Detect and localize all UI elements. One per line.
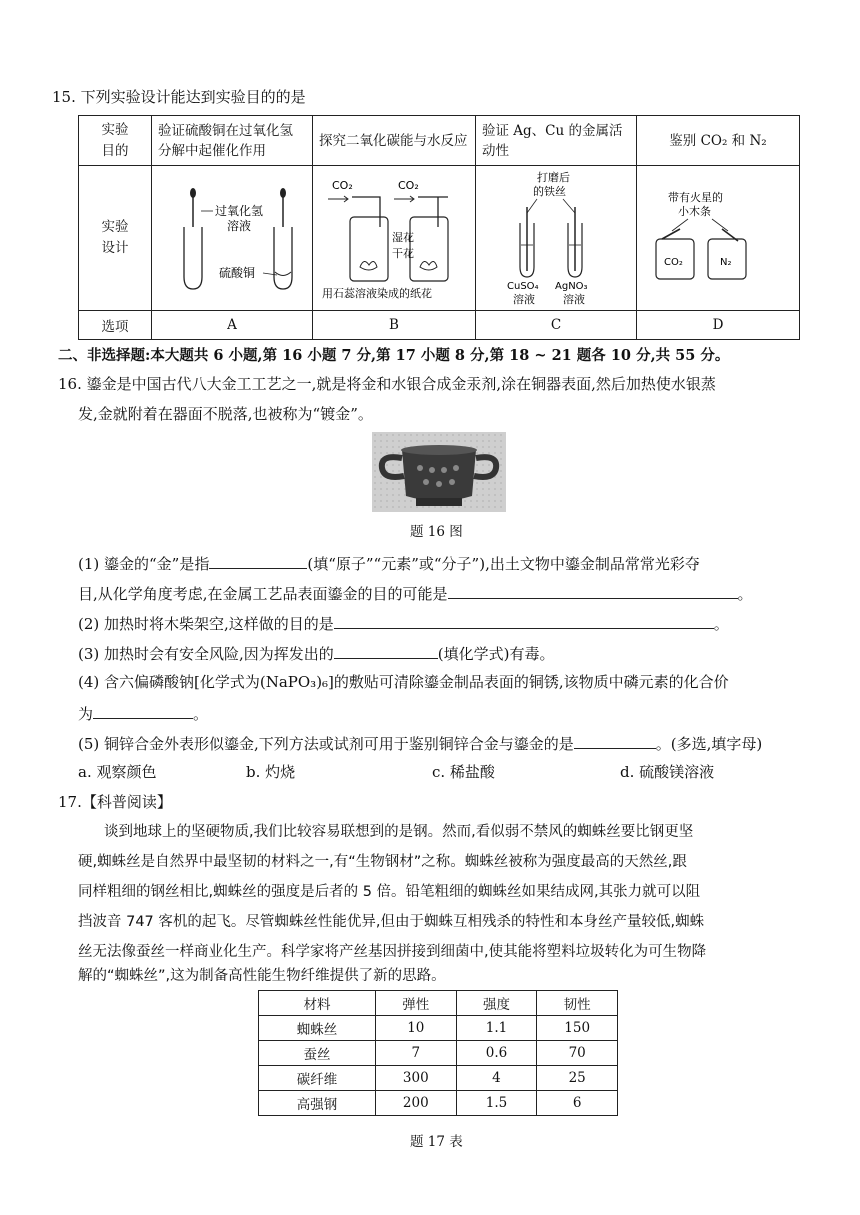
q16-p2-answer-blank[interactable] [334,612,714,629]
label-iron-wire: 的铁丝 [533,185,566,198]
table-cell: 10 [375,1016,456,1041]
q16-p3-prompt: (3) 加热时会有安全风险,因为挥发出的 [78,645,334,663]
table-header-elasticity: 弹性 [375,991,456,1016]
option-b: B [313,311,476,340]
q16-part-1-line-1 [78,552,700,574]
q16-p1-purpose-prompt: 目,从化学角度考虑,在金属工艺品表面鎏金的目的可能是 [78,585,448,603]
q16-p5-prompt: (5) 铜锌合金外表形似鎏金,下列方法或试剂可用于鉴别铜锌合金与鎏金的是 [78,735,574,753]
q16-p4-prompt: 为 [78,705,94,723]
design-a-svg [153,167,303,305]
label-co2-right: CO₂ [398,179,419,192]
q16-p5-hint: 。(多选,填字母) [655,735,763,753]
q16-p1-period: 。 [737,585,753,603]
q17-passage-line-2: 硬,蜘蛛丝是自然界中最坚韧的材料之一,有“生物钢材”之称。蜘蛛丝被称为强度最高的天然丝,跟 [78,854,687,870]
label-co2-left: CO₂ [332,179,353,192]
q17-heading: 17.【科普阅读】 [58,793,172,811]
table-cell: 7 [375,1041,456,1066]
label-solution: 溶液 [227,219,252,233]
table-row [259,1066,618,1091]
table-cell: 6 [537,1091,618,1116]
q16-part-5 [78,732,762,754]
label-wood-splint: 小木条 [678,205,711,218]
table-row [259,1041,618,1066]
table-row [259,1091,618,1116]
table-cell: 碳纤维 [259,1066,376,1091]
row-header-option: 选项 [79,311,152,340]
q16-part-2 [78,612,729,634]
table-header-toughness: 韧性 [537,991,618,1016]
q16-choice-d: d. 硫酸镁溶液 [620,763,715,781]
q17-table-caption: 题 17 表 [410,1134,463,1150]
q17-passage-line-4: 挡波音 747 客机的起飞。尽管蜘蛛丝性能优异,但由于蜘蛛互相残杀的特性和本身丝产量较低,蜘蛛 [78,914,705,930]
q17-passage-line-6: 解的“蜘蛛丝”,这为制备高性能生物纤维提供了新的思路。 [78,968,446,984]
q16-part-3 [78,642,555,664]
q16-intro-line-1: 16. 鎏金是中国古代八大金工工艺之一,就是将金和水银合成金汞剂,涂在铜器表面,然后加热使水银蒸 [58,375,716,393]
design-c-svg [477,167,625,305]
option-c: C [476,311,637,340]
section-2-header: 二、非选择题:本大题共 6 小题,第 16 小题 7 分,第 17 小题 8 分,第 18 ~ 21 题各 10 分,共 55 分。 [58,347,730,364]
label-bottle-n2: N₂ [720,257,732,268]
table-cell: 0.6 [456,1041,537,1066]
q16-p1-hint: (填“原子”“元素”或“分子”),出土文物中鎏金制品常常光彩夺 [307,555,700,573]
q16-choice-c: c. 稀盐酸 [432,763,495,781]
purpose-d: 鉴别 CO₂ 和 N₂ [637,116,800,166]
table-cell: 蜘蛛丝 [259,1016,376,1041]
purpose-b: 探究二氧化碳能与水反应 [313,116,476,166]
option-a: A [152,311,313,340]
experiment-table [78,115,800,340]
row-header-design: 实验 设计 [79,166,152,311]
label-h2o2: 过氧化氢 [215,204,264,218]
design-c-diagram [476,166,637,311]
q16-choice-b: b. 灼烧 [246,763,296,781]
design-a-diagram [152,166,313,311]
question-15-title: 15. 下列实验设计能达到实验目的的是 [52,88,306,106]
q16-p2-prompt: (2) 加热时将木柴架空,这样做的目的是 [78,615,334,633]
q16-figure-gilt-vessel [372,432,506,512]
q16-part-1-line-2 [78,582,753,604]
q16-p5-answer-blank[interactable] [574,732,656,749]
q17-material-table [258,990,618,1116]
q16-p1-answer-blank[interactable] [209,552,307,569]
q16-p3-answer-blank[interactable] [334,642,438,659]
q17-passage-line-5: 丝无法像蚕丝一样商业化生产。科学家将产丝基因拼接到细菌中,使其能将塑料垃圾转化为可生物降 [78,944,707,960]
q16-p4-answer-blank[interactable] [93,702,193,719]
row-header-purpose: 实验 目的 [79,116,152,166]
q16-choice-a: a. 观察颜色 [78,763,157,781]
table-header-row [259,991,618,1016]
table-cell: 200 [375,1091,456,1116]
label-litmus-paper-flower: 用石蕊溶液染成的纸花 [322,287,432,300]
label-agno3: AgNO₃ [555,281,588,292]
gilt-vessel-image [372,432,506,512]
table-row [259,1016,618,1041]
q16-intro-line-2: 发,金就附着在器面不脱落,也被称为“镀金”。 [78,405,373,423]
table-cell: 70 [537,1041,618,1066]
table-header-strength: 强度 [456,991,537,1016]
label-agno3-solution: 溶液 [563,293,585,305]
label-cuso4: CuSO₄ [507,281,539,292]
q16-p1-purpose-blank[interactable] [448,582,738,599]
q16-p4-period: 。 [193,705,209,723]
table-cell: 蚕丝 [259,1041,376,1066]
option-d: D [637,311,800,340]
table-cell: 4 [456,1066,537,1091]
table-cell: 1.1 [456,1016,537,1041]
design-d-diagram [637,166,800,311]
design-b-diagram [313,166,476,311]
table-cell: 150 [537,1016,618,1041]
label-dry-flower: 干花 [392,247,414,260]
q17-passage-line-3: 同样粗细的钢丝相比,蜘蛛丝的强度是后者的 5 倍。铅笔粗细的蜘蛛丝如果结成网,其张力就可以阻 [78,884,701,900]
purpose-c: 验证 Ag、Cu 的金属活动性 [476,116,637,166]
table-header-material: 材料 [259,991,376,1016]
design-d-svg [638,167,762,305]
q17-passage-line-1: 谈到地球上的坚硬物质,我们比较容易联想到的是钢。然而,看似弱不禁风的蜘蛛丝要比钢更坚 [104,824,694,840]
label-glowing: 带有火星的 [668,191,723,204]
q16-p3-hint: (填化学式)有毒。 [437,645,555,663]
label-polished: 打磨后 [537,171,570,184]
q16-part-4-line-1: (4) 含六偏磷酸钠[化学式为(NaPO₃)₆]的敷贴可清除鎏金制品表面的铜锈,该物质中磷元素的化合价 [78,673,729,691]
table-cell: 1.5 [456,1091,537,1116]
purpose-a: 验证硫酸铜在过氧化氢分解中起催化作用 [152,116,313,166]
q16-figure-caption: 题 16 图 [410,524,463,540]
q16-p1-prompt: (1) 鎏金的“金”是指 [78,555,210,573]
label-bottle-co2: CO₂ [664,257,683,268]
q16-p2-period: 。 [713,615,729,633]
design-b-svg [314,167,464,305]
label-wet-flower: 湿花 [392,231,414,244]
label-copper-sulfate: 硫酸铜 [219,266,256,280]
q16-part-4-line-2 [78,702,208,724]
table-cell: 高强钢 [259,1091,376,1116]
label-cuso4-solution: 溶液 [513,293,535,305]
table-cell: 25 [537,1066,618,1091]
table-cell: 300 [375,1066,456,1091]
